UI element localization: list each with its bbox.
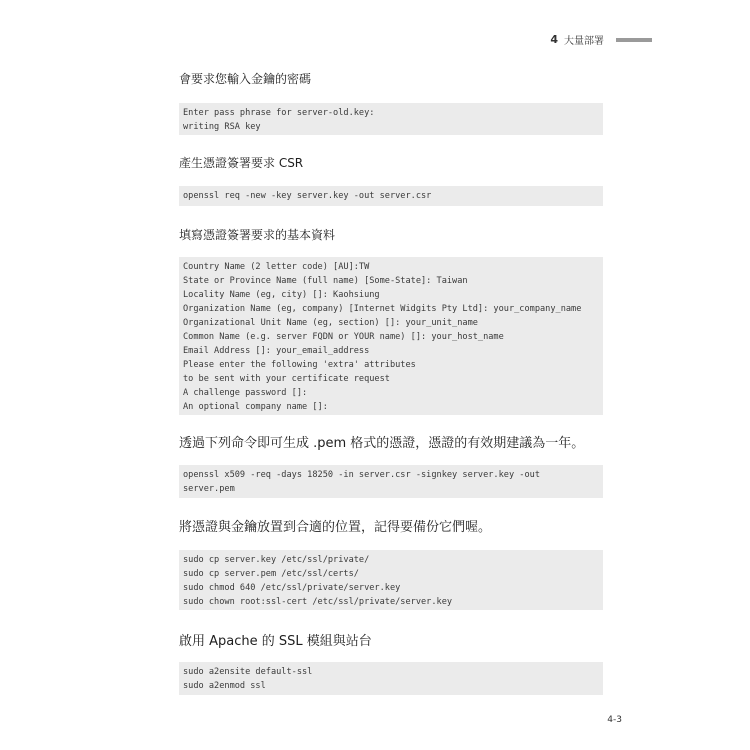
code-block: [179, 550, 603, 610]
code-line: openssl req -new -key server.key -out server.csr: [183, 191, 432, 201]
code-line: Common Name (e.g. server FQDN or YOUR name) []: your_host_name: [183, 332, 504, 342]
code-line: to be sent with your certificate request: [183, 374, 390, 384]
chapter-title: 大量部署: [564, 36, 604, 47]
code-block: [179, 662, 603, 695]
section-heading: 將憑證與金鑰放置到合適的位置，記得要備份它們喔。: [179, 520, 492, 535]
section-heading: 啟用 Apache 的 SSL 模組與站台: [179, 634, 372, 649]
code-line: sudo chown root:ssl-cert /etc/ssl/private/server.key: [183, 597, 453, 607]
code-line: Organization Name (eg, company) [Internet Widgits Pty Ltd]: your_company_name: [183, 304, 582, 314]
code-line: server.pem: [183, 484, 235, 494]
code-block: [179, 186, 603, 206]
chapter-number: 4: [550, 33, 558, 46]
code-line: openssl x509 -req -days 18250 -in server.csr -signkey server.key -out: [183, 470, 540, 480]
code-line: Organizational Unit Name (eg, section) []: your_unit_name: [183, 318, 478, 328]
code-line: sudo cp server.pem /etc/ssl/certs/: [183, 569, 359, 579]
code-line: Email Address []: your_email_address: [183, 346, 370, 356]
section-heading: 會要求您輸入金鑰的密碼: [179, 72, 312, 86]
page-number: 4-3: [607, 715, 622, 725]
code-block: [179, 257, 603, 415]
code-line: Country Name (2 letter code) [AU]:TW: [183, 262, 370, 272]
section-heading: 產生憑證簽署要求 CSR: [179, 156, 304, 170]
section-heading: 透過下列命令即可生成 .pem 格式的憑證，憑證的有效期建議為一年。: [179, 436, 585, 451]
code-line: Locality Name (eg, city) []: Kaohsiung: [183, 290, 380, 300]
code-line: sudo a2enmod ssl: [183, 681, 266, 691]
code-line: A challenge password []:: [183, 388, 308, 398]
code-line: sudo cp server.key /etc/ssl/private/: [183, 555, 370, 565]
code-block: [179, 103, 603, 135]
code-line: An optional company name []:: [183, 402, 328, 412]
code-line: sudo a2ensite default-ssl: [183, 667, 313, 677]
running-header: [550, 32, 652, 47]
code-line: sudo chmod 640 /etc/ssl/private/server.key: [183, 583, 401, 593]
code-block: [179, 465, 603, 498]
code-line: Enter pass phrase for server-old.key:: [183, 108, 375, 118]
code-line: State or Province Name (full name) [Some-State]: Taiwan: [183, 276, 468, 286]
code-line: Please enter the following 'extra' attributes: [183, 360, 416, 370]
section-heading: 填寫憑證簽署要求的基本資料: [179, 228, 336, 242]
code-line: writing RSA key: [183, 122, 261, 132]
header-rule: [616, 38, 652, 42]
